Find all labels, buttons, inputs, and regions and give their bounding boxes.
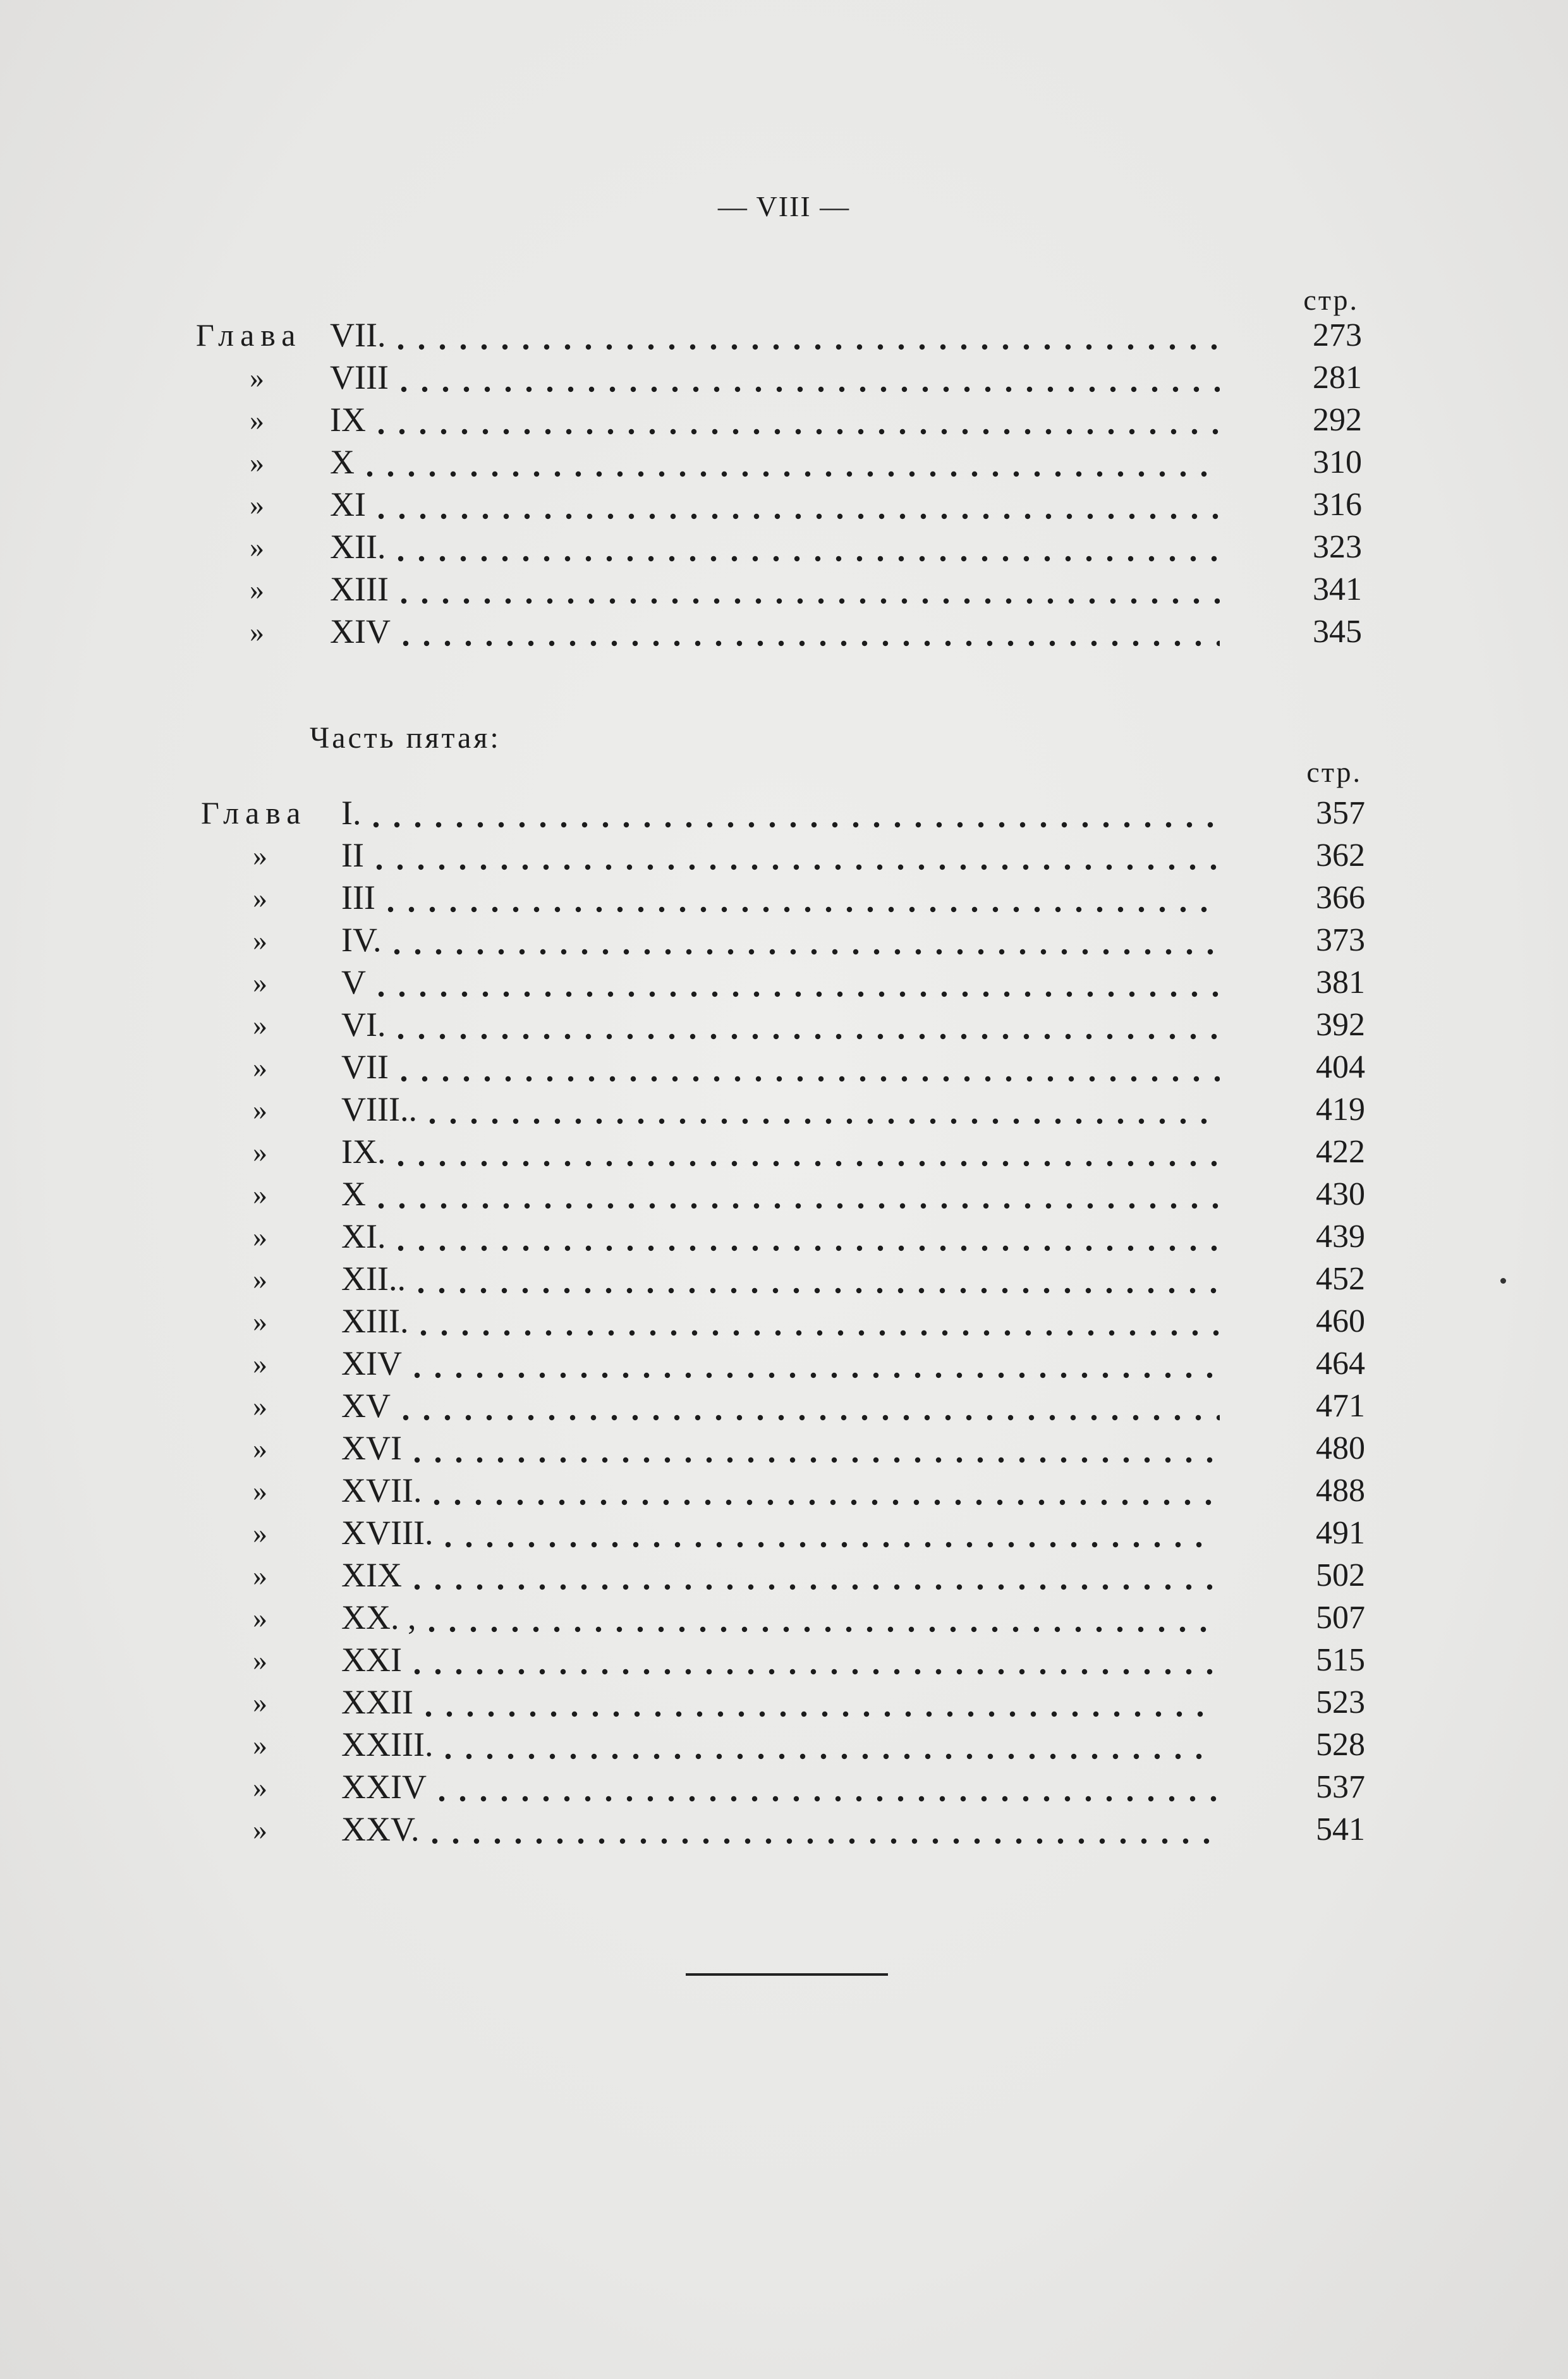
chapter-numeral: XIV <box>341 1344 402 1382</box>
chapter-numeral: XIII <box>330 570 389 608</box>
chapter-numeral: I. <box>341 794 362 832</box>
ditto-mark: » <box>250 616 264 648</box>
dot-leader <box>397 526 1220 568</box>
dot-leader <box>417 1258 1220 1300</box>
chapter-numeral: XXII <box>341 1683 413 1721</box>
dot-leader <box>428 1088 1220 1131</box>
ditto-mark: » <box>253 1771 267 1803</box>
page-number: 430 <box>1316 1176 1365 1212</box>
dot-leader <box>377 1173 1220 1215</box>
page-number: 422 <box>1316 1134 1365 1170</box>
toc-row <box>0 1766 1568 1808</box>
toc-row <box>0 1597 1568 1639</box>
chapter-numeral: XVII. <box>341 1471 422 1509</box>
chapter-numeral: VIII.. <box>341 1090 417 1128</box>
ditto-mark: » <box>253 1178 267 1210</box>
page-folio: — VIII — <box>717 190 851 222</box>
ditto-mark: » <box>253 1136 267 1168</box>
chapter-numeral: XIII. <box>341 1302 409 1340</box>
chapter-word: Глава <box>196 317 302 353</box>
chapter-numeral: XIX <box>341 1556 402 1594</box>
chapter-numeral: VII <box>341 1048 389 1086</box>
ditto-mark: » <box>253 1093 267 1126</box>
ditto-mark: » <box>253 1686 267 1719</box>
toc-row <box>0 314 1568 356</box>
page-number: 515 <box>1316 1642 1365 1678</box>
toc-row <box>0 1300 1568 1342</box>
chapter-numeral: X <box>330 443 355 481</box>
toc-row <box>0 919 1568 961</box>
dot-leader <box>372 792 1220 834</box>
chapter-numeral: XXV. <box>341 1810 420 1848</box>
page-number: 357 <box>1316 795 1365 831</box>
ditto-mark: » <box>250 404 264 436</box>
page-column-header: стр. <box>1303 284 1359 316</box>
dot-leader <box>393 919 1220 961</box>
ditto-mark: » <box>253 1348 267 1380</box>
dot-leader <box>397 1004 1220 1046</box>
chapter-numeral: VII. <box>330 316 386 354</box>
toc-row <box>0 1088 1568 1131</box>
ditto-mark: » <box>253 1263 267 1295</box>
dot-leader <box>413 1639 1220 1681</box>
chapter-numeral: IX <box>330 401 366 439</box>
page-number: 273 <box>1313 317 1362 353</box>
dot-leader <box>397 1215 1220 1258</box>
page-number: 507 <box>1316 1600 1365 1636</box>
chapter-numeral: XVIII. <box>341 1514 434 1552</box>
dot-leader <box>397 314 1220 356</box>
toc-row <box>0 834 1568 877</box>
chapter-numeral: XI. <box>341 1217 386 1255</box>
ditto-mark: » <box>253 1813 267 1846</box>
toc-row <box>0 1554 1568 1597</box>
page-number: 460 <box>1316 1303 1365 1339</box>
dot-leader <box>425 1681 1220 1724</box>
chapter-numeral: XVI <box>341 1429 402 1467</box>
dot-leader <box>400 356 1220 399</box>
chapter-numeral: XII.. <box>341 1260 406 1298</box>
dot-leader <box>375 834 1220 877</box>
toc-row <box>0 1046 1568 1088</box>
ditto-mark: » <box>253 1305 267 1337</box>
page-number: 345 <box>1313 614 1362 650</box>
ditto-mark: » <box>250 446 264 478</box>
toc-row <box>0 1258 1568 1300</box>
chapter-numeral: XI <box>330 485 366 523</box>
page-number: 471 <box>1316 1388 1365 1424</box>
toc-row <box>0 441 1568 484</box>
page-number: 341 <box>1313 571 1362 607</box>
chapter-numeral: XXIV <box>341 1768 427 1806</box>
dot-leader <box>400 568 1220 611</box>
page-number: 392 <box>1316 1007 1365 1043</box>
page-number: 439 <box>1316 1219 1365 1255</box>
chapter-numeral: XX. , <box>341 1598 416 1636</box>
ditto-mark: » <box>253 1051 267 1083</box>
chapter-numeral: XV <box>341 1387 391 1425</box>
chapter-numeral: III <box>341 879 375 916</box>
toc-row <box>0 1808 1568 1851</box>
ditto-mark: » <box>250 573 264 605</box>
chapter-numeral: XII. <box>330 528 386 566</box>
dot-leader <box>400 1046 1220 1088</box>
toc-row <box>0 526 1568 568</box>
chapter-numeral: II <box>341 836 364 874</box>
page-number: 310 <box>1313 444 1362 480</box>
chapter-word: Глава <box>201 795 307 831</box>
dot-leader <box>413 1554 1220 1597</box>
toc-row <box>0 1342 1568 1385</box>
toc-row <box>0 1512 1568 1554</box>
ditto-mark: » <box>253 1517 267 1549</box>
dot-leader <box>413 1427 1220 1469</box>
toc-row <box>0 1681 1568 1724</box>
page-number: 404 <box>1316 1049 1365 1085</box>
closing-rule <box>686 1973 888 1976</box>
ditto-mark: » <box>253 882 267 914</box>
toc-row <box>0 1427 1568 1469</box>
page-number: 523 <box>1316 1684 1365 1720</box>
chapter-numeral: XXIII. <box>341 1725 434 1763</box>
ditto-mark: » <box>250 489 264 521</box>
toc-row <box>0 568 1568 611</box>
toc-row <box>0 1131 1568 1173</box>
ditto-mark: » <box>253 839 267 872</box>
page-number: 491 <box>1316 1515 1365 1551</box>
ditto-mark: » <box>253 1644 267 1676</box>
ditto-mark: » <box>253 1559 267 1591</box>
toc-row <box>0 1724 1568 1766</box>
ditto-mark: » <box>253 1390 267 1422</box>
dot-leader <box>387 877 1220 919</box>
dot-leader <box>402 1385 1220 1427</box>
dot-leader <box>444 1724 1220 1766</box>
ditto-mark: » <box>253 1602 267 1634</box>
dot-leader <box>397 1131 1220 1173</box>
page-number: 281 <box>1313 360 1362 396</box>
page-number: 528 <box>1316 1727 1365 1763</box>
ditto-mark: » <box>253 924 267 956</box>
page-number: 316 <box>1313 487 1362 523</box>
toc-row <box>0 877 1568 919</box>
ditto-mark: » <box>253 1475 267 1507</box>
toc-row <box>0 792 1568 834</box>
dot-leader <box>428 1597 1220 1639</box>
page-number: 362 <box>1316 837 1365 873</box>
dot-leader <box>413 1342 1220 1385</box>
dot-leader <box>402 611 1220 653</box>
section-title: Часть пятая: <box>310 721 501 755</box>
page-column-header: стр. <box>1306 756 1362 788</box>
chapter-numeral: X <box>341 1175 366 1213</box>
page-number: 541 <box>1316 1811 1365 1847</box>
page-number: 373 <box>1316 922 1365 958</box>
chapter-numeral: XIV <box>330 612 391 650</box>
dot-leader <box>444 1512 1220 1554</box>
chapter-numeral: IX. <box>341 1133 386 1171</box>
toc-row <box>0 1173 1568 1215</box>
page-number: 480 <box>1316 1430 1365 1466</box>
chapter-numeral: IV. <box>341 921 382 959</box>
dot-leader <box>377 961 1220 1004</box>
page-number: 366 <box>1316 880 1365 916</box>
chapter-numeral: XXI <box>341 1641 402 1679</box>
chapter-numeral: V <box>341 963 366 1001</box>
toc-row <box>0 961 1568 1004</box>
ditto-mark: » <box>250 531 264 563</box>
toc-row <box>0 484 1568 526</box>
dot-leader <box>377 399 1220 441</box>
toc-row <box>0 399 1568 441</box>
chapter-numeral: VIII <box>330 358 389 396</box>
ditto-mark: » <box>253 1729 267 1761</box>
dot-leader <box>377 484 1220 526</box>
toc-row <box>0 1004 1568 1046</box>
page-number: 537 <box>1316 1769 1365 1805</box>
chapter-numeral: VI. <box>341 1006 386 1043</box>
page-number: 323 <box>1313 529 1362 565</box>
page-number: 464 <box>1316 1346 1365 1382</box>
toc-row <box>0 1215 1568 1258</box>
page-number: 381 <box>1316 964 1365 1001</box>
page-number: 419 <box>1316 1092 1365 1128</box>
ditto-mark: » <box>253 1009 267 1041</box>
dot-leader <box>420 1300 1220 1342</box>
toc-row <box>0 1639 1568 1681</box>
toc-row <box>0 356 1568 399</box>
ditto-mark: » <box>253 966 267 999</box>
ditto-mark: » <box>253 1432 267 1464</box>
ditto-mark: » <box>253 1220 267 1253</box>
toc-row <box>0 1469 1568 1512</box>
dot-leader <box>438 1766 1220 1808</box>
dot-leader <box>366 441 1220 484</box>
toc-row <box>0 611 1568 653</box>
ditto-mark: » <box>250 362 264 394</box>
toc-row <box>0 1385 1568 1427</box>
page-number: 452 <box>1316 1261 1365 1297</box>
page-number: 488 <box>1316 1473 1365 1509</box>
dot-leader <box>431 1808 1220 1851</box>
page-number: 292 <box>1313 402 1362 438</box>
dot-leader <box>433 1469 1220 1512</box>
page-number: 502 <box>1316 1557 1365 1593</box>
paper-speck <box>1500 1278 1506 1284</box>
